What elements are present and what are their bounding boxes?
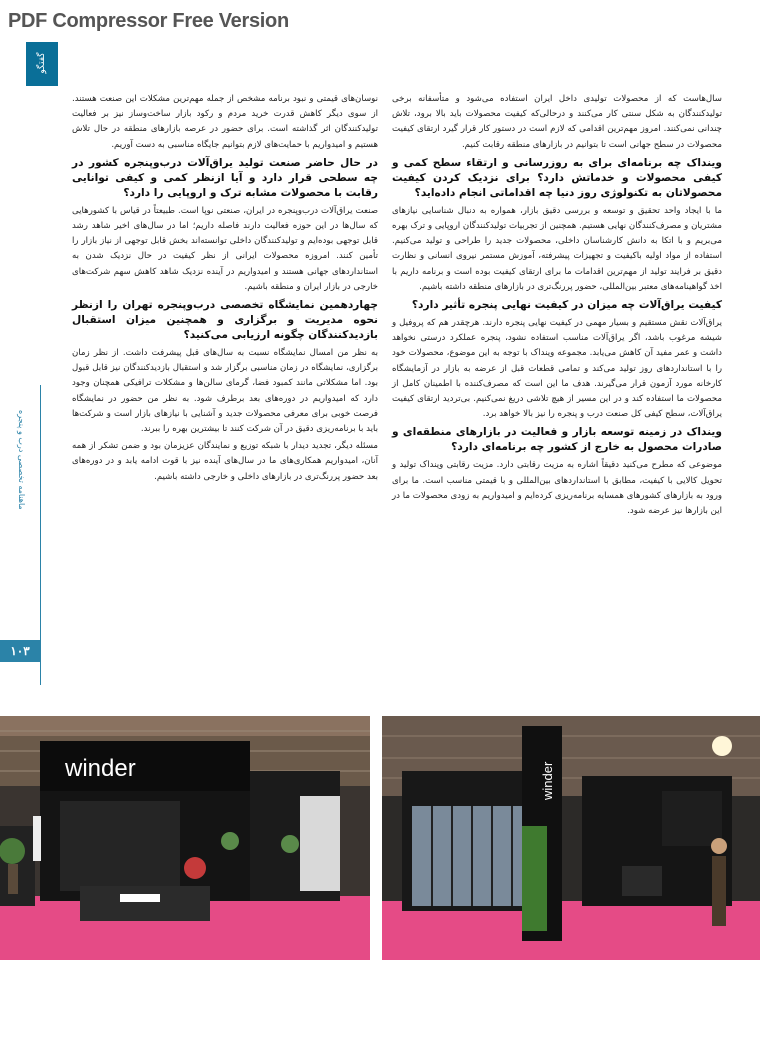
paragraph: یراق‌آلات نقش مستقیم و بسیار مهمی در کیفیت نهایی پنجره دارند. هرچقدر هم که پروفیل و شیشه مرغوب باشد، اگر یراق‌آلات مناسب استفاده نشود، پنجره عملکرد درستی نخواهد داشت و عمر مفید آن کاهش می‌یابد. مجموعه وینداک با توجه به این موضوع، محصولات خود را با استانداردهای روز تولید می‌کند و تمامی قطعات قبل از عرضه به بازار در آزمایشگاه کارخانه مورد آزمون قرار می‌گیرند. هدف ما این است که مصرف‌کننده با اطمینان کامل از محصولات ما استفاده کند و در این مسیر از هیچ تلاشی دریغ نمی‌کنیم. بی‌تردید ارتقای کیفیت یراق‌آلات، سطح کیفی کل صنعت درب و پنجره را نیز بالا خواهد برد. xyxy=(392,318,722,420)
paragraph: نوسان‌های قیمتی و نبود برنامه مشخص از جمله مهم‌ترین مشکلات این صنعت هستند. از سوی دیگر کاهش قدرت خرید مردم و رکود بازار ساخت‌وساز نیز بر فعالیت تولیدکنندگان اثر گذاشته است. برای حضور در عرصه بازارهای منطقه در حال تلاش هستیم و امیدواریم با حمایت‌های لازم بتوانیم جایگاه مناسبی به دست آوریم. xyxy=(72,94,378,150)
question-heading: در حال حاضر صنعت تولید یراق‌آلات درب‌وپنجره کشور در چه سطحی قرار دارد و آیا ازنظر کمی و کیفی توانایی رقابت با محصولات مشابه ترک و اروپایی را دارد؟ xyxy=(72,156,378,199)
section-tab xyxy=(26,42,58,86)
paragraph: سال‌هاست که از محصولات تولیدی داخل ایران استفاده می‌شود و متأسفانه برخی تولیدکنندگان به شکل سنتی کار می‌کنند و درحالی‌که کیفیت محصولات باید بالا برود، تلاش چندانی نمی‌کنند. امروز مهم‌ترین اقدامی که لازم است در دستور کار قرار گیرد ارتقای کیفیت محصولات در سطح جهانی است تا بتوانیم در بازارهای منطقه رقابت کنیم. xyxy=(392,94,722,150)
question-heading: کیفیت یراق‌آلات چه میزان در کیفیت نهایی پنجره تأثیر دارد؟ xyxy=(411,299,722,312)
question-heading: وینداک چه برنامه‌ای برای به روزرسانی و ارتقاء سطح کمی و کیفی محصولات و خدماتش دارد؟ برای نزدیک کردن کیفیت محصولاتان به تکنولوژی روز دنیا چه اقداماتی انجام داده‌اید؟ xyxy=(392,156,722,199)
left-column xyxy=(72,92,378,487)
booth-photo-left xyxy=(0,716,370,960)
page-number: ۱۰۳ xyxy=(0,640,40,662)
paragraph: مسئله دیگر، تجدید دیدار با شبکه توزیع و نمایندگان عزیزمان بود و ضمن تشکر از همه آنان، امیدواریم همکاری‌های ما در سال‌های آینده نیز با قوت ادامه یابد و در دوره‌های بعد حضور پررنگ‌تری در بازارهای داخلی و خارجی داشته باشیم. xyxy=(72,441,378,482)
paragraph: موضوعی که مطرح می‌کنید دقیقاً اشاره به مزیت رقابتی دارد. مزیت رقابتی وینداک تولید و تحویل کالایی با کیفیت، مطابق با استانداردهای بین‌المللی و با قیمتی مناسب است. ما برای ورود به بازارهای کشورهای همسایه برنامه‌ریزی کرده‌ایم و امیدواریم به زودی محصولات ما در این بازارها نیز عرضه شود. xyxy=(392,460,722,517)
paragraph: به نظر من امسال نمایشگاه نسبت به سال‌های قبل پیشرفت داشت. از نظر زمان برگزاری، نمایشگاه در زمان مناسبی برگزار شد و استقبال بازدیدکنندگان نیز قابل قبول بود. اما مشکلاتی مانند کمبود فضا، گرمای سالن‌ها و مشکلات ترافیکی همچنان وجود دارد که امیدواریم در دوره‌های بعد برطرف شود. به نظر من حضور در نمایشگاه فرصت خوبی برای معرفی محصولات جدید و آشنایی با نیازهای بازار است و شرکت‌ها باید با برنامه‌ریزی دقیق در آن شرکت کنند تا بیشترین بهره را ببرند. xyxy=(72,348,378,435)
magazine-name: ماهنامه تخصصی درب و پنجره xyxy=(17,410,26,510)
right-column xyxy=(392,92,722,521)
section-tab-label: گفتگو xyxy=(37,52,47,74)
booth-logo-right: winder xyxy=(540,761,555,800)
booth-logo-left: winder xyxy=(65,755,136,782)
paragraph: صنعت یراق‌آلات درب‌وپنجره در ایران، صنعتی نوپا است. طبیعتاً در قیاس با کشورهایی که سال‌ها در این حوزه فعالیت دارند فاصله داریم؛ اما در سال‌های اخیر شاهد رشد قابل توجهی بوده‌ایم و تولیدکنندگان داخلی توانسته‌اند بخش قابل توجهی از نیاز بازار را تأمین کنند. امروزه محصولات ایرانی از نظر کیفیت در حال نزدیک شدن به استانداردهای جهانی هستند و امیدواریم در آینده نزدیک شاهد کاهش سهم شرکت‌های خارجی در بازار ایران و منطقه باشیم. xyxy=(72,205,378,292)
paragraph: ما با ایجاد واحد تحقیق و توسعه و بررسی دقیق بازار، همواره به دنبال شناسایی نیازهای مشتریان و مصرف‌کنندگان نهایی هستیم. همچنین از تجربیات تولیدکنندگان اروپایی و ترک بهره می‌بریم و با اتکا به دانش کارشناسان داخلی، محصولات جدید را طراحی و تولید می‌کنیم. استفاده از مواد اولیه باکیفیت و تجهیزات پیشرفته، آموزش مستمر نیروی انسانی و نظارت دقیق بر فرایند تولید از مهم‌ترین اقدامات ما برای ارتقای کیفیت بوده است و برنامه داریم با اخذ گواهینامه‌های معتبر بین‌المللی، حضور پررنگ‌تری در بازارهای منطقه داشته باشیم. xyxy=(392,205,722,292)
question-heading: وینداک در زمینه توسعه بازار و فعالیت در بازارهای منطقه‌ای و صادرات محصول به خارج از کشور چه برنامه‌ای دارد؟ xyxy=(392,426,722,454)
question-heading: چهاردهمین نمایشگاه تخصصی درب‌وپنجره تهران را ازنظر نحوه مدیریت و برگزاری و همچنین میزان استقبال بازدیدکنندگان چگونه ارزیابی می‌کنید؟ xyxy=(72,299,378,342)
booth-photo-right xyxy=(382,716,760,960)
watermark: PDF Compressor Free Version xyxy=(8,10,289,32)
